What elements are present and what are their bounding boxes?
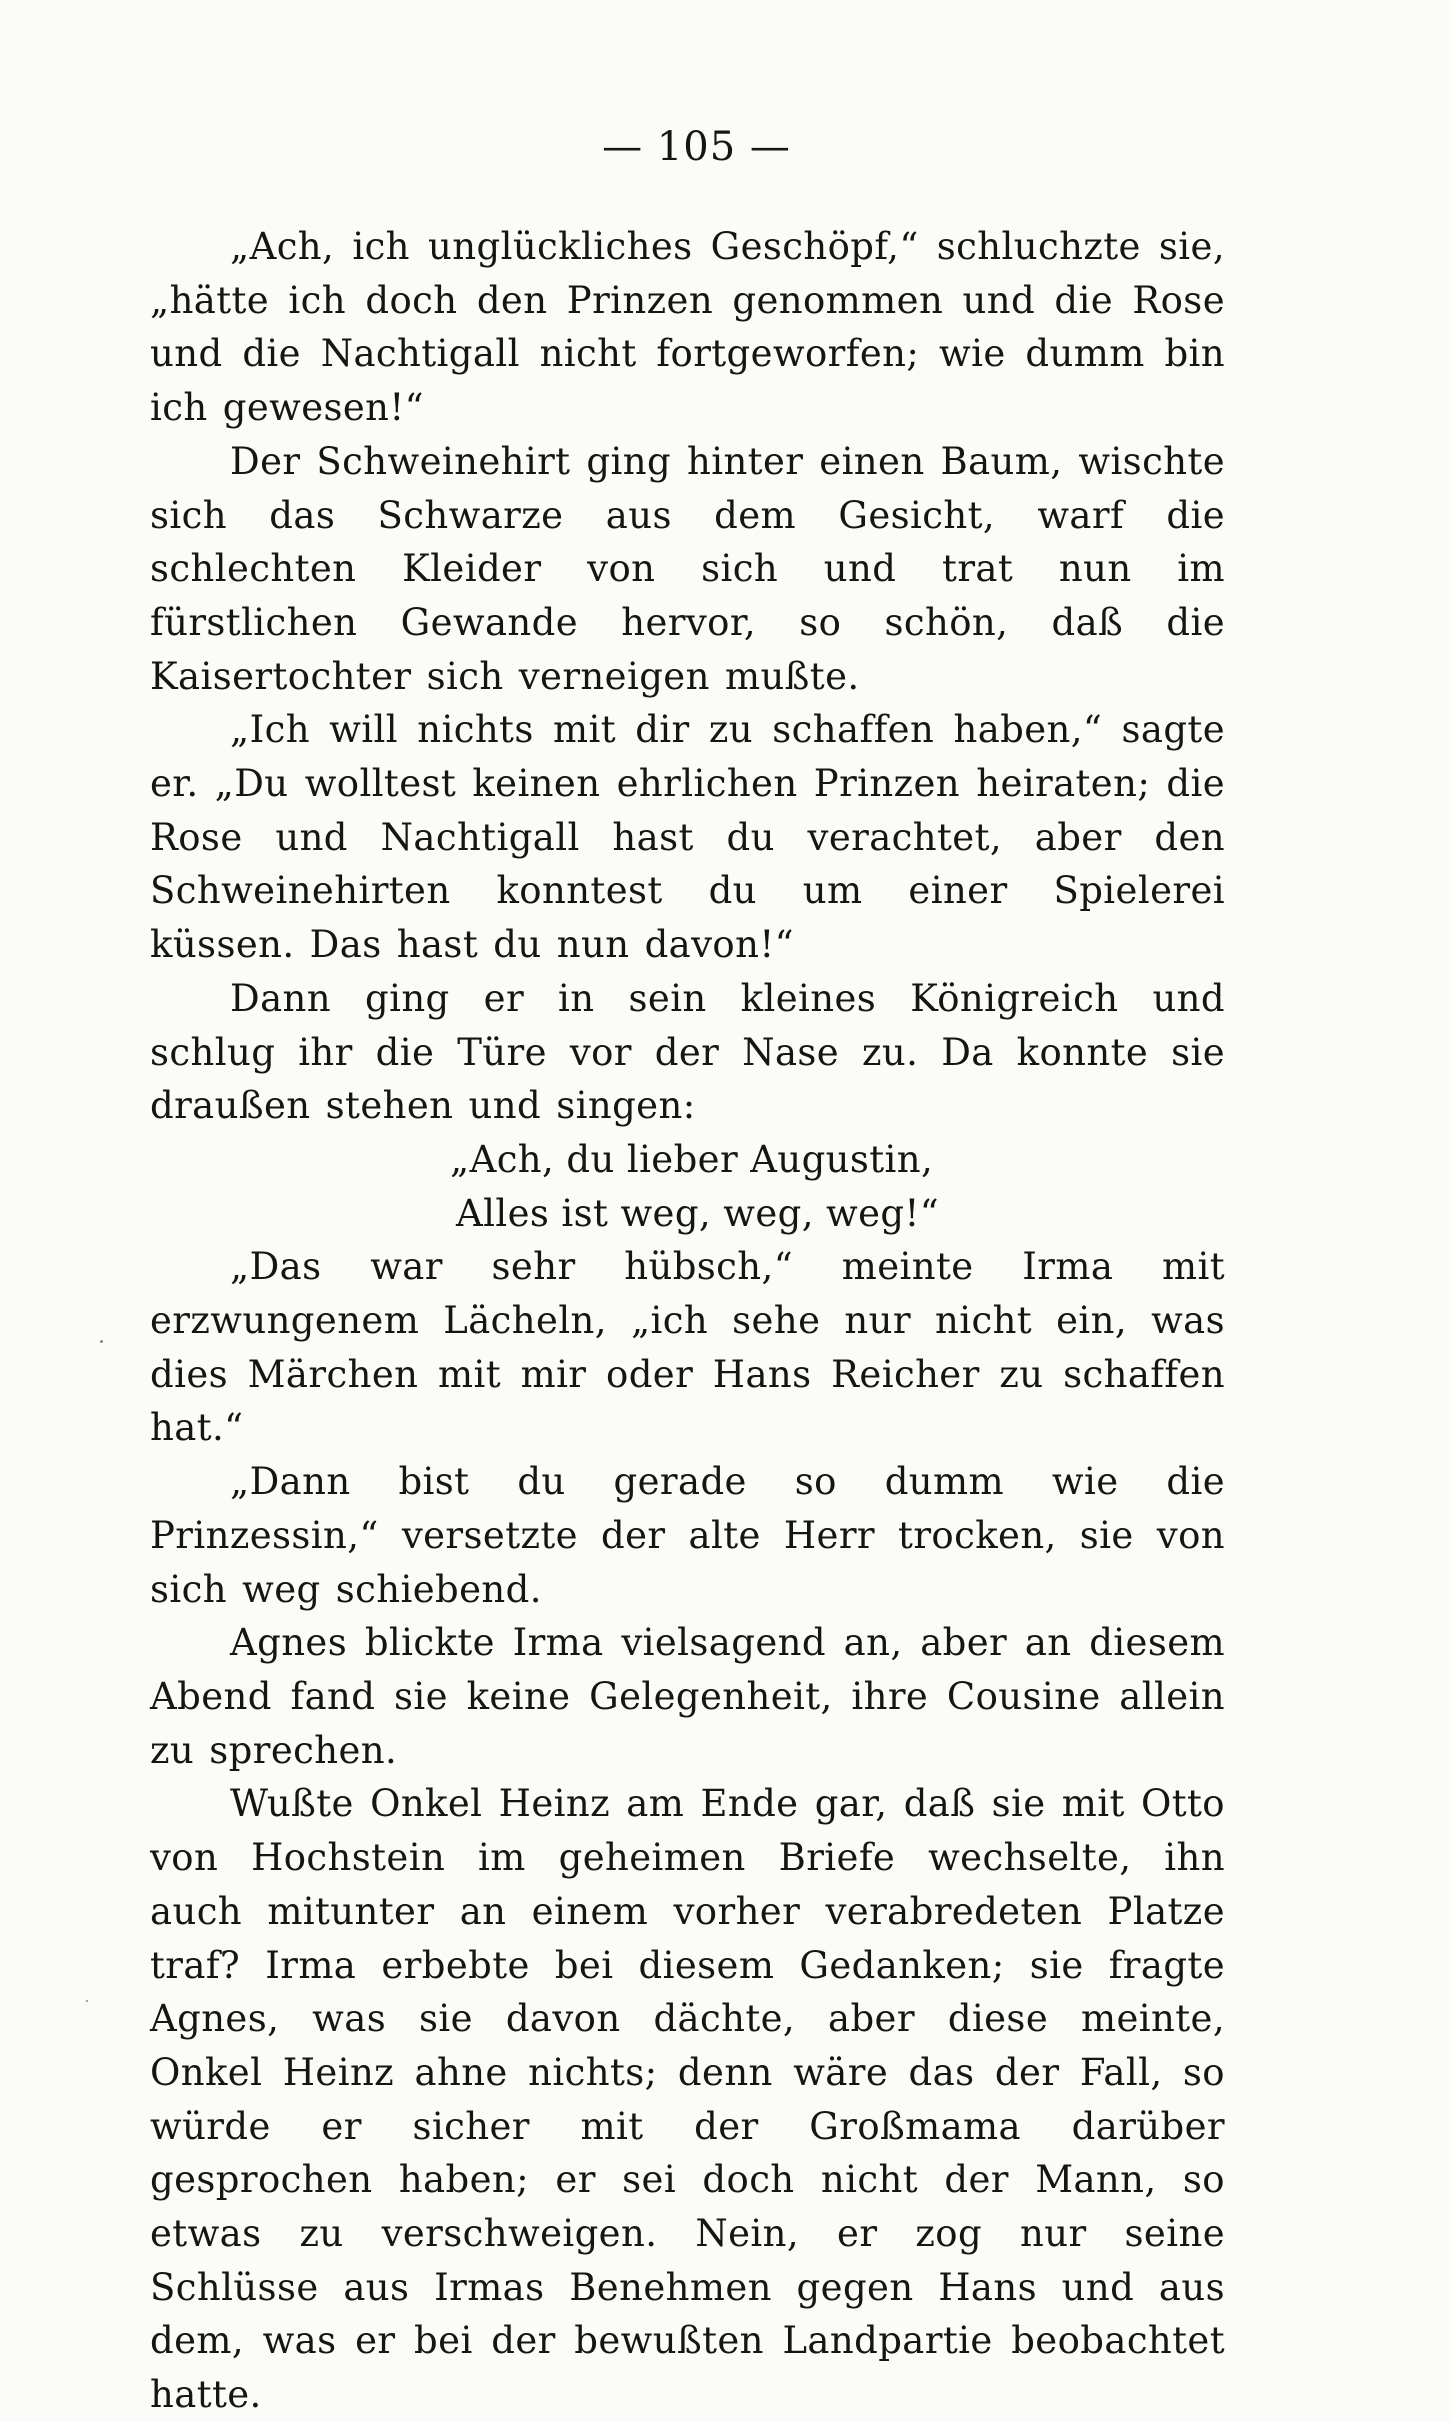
song-verse (150, 1133, 1225, 1240)
paragraph-5: „Das war sehr hübsch,“ meinte Irma mit erzwungenem Lächeln, „ich sehe nur nicht ein, was dies Märchen mit mir oder Hans Reicher zu schaffen hat.“ (150, 1245, 1225, 1450)
verse-line-2: Alles ist weg, weg, weg!“ (456, 1191, 940, 1235)
paragraph-7: Agnes blickte Irma vielsagend an, aber an diesem Abend fand sie keine Gelegenheit, ihre Cousine allein zu sprechen. (150, 1621, 1225, 1772)
paragraph-3: „Ich will nichts mit dir zu schaffen haben,“ sagte er. „Du wolltest keinen ehrlichen Prinzen heiraten; die Rose und Nachtigall hast du verachtet, aber den Schweinehirten konntest du um einer Spielerei küssen. Das hast du nun davon!“ (150, 708, 1225, 967)
paragraph-2: Der Schweinehirt ging hinter einen Baum, wischte sich das Schwarze aus dem Gesicht, warf die schlechten Kleider von sich und trat nun im fürstlichen Gewande hervor, so schön, daß die Kaisertochter sich verneigen mußte. (150, 439, 1225, 698)
paper-speck (86, 2000, 88, 2002)
page-text-body (150, 220, 1225, 2422)
book-page (150, 118, 1225, 2417)
paragraph-6: „Dann bist du gerade so dumm wie die Prinzessin,“ versetzte der alte Herr trocken, sie von sich weg schiebend. (150, 1460, 1225, 1611)
page-number-header: — 105 — (602, 124, 791, 170)
paragraph-1: „Ach, ich unglückliches Geschöpf,“ schluchzte sie, „hätte ich doch den Prinzen genommen und die Rose und die Nachtigall nicht fortgeworfen; wie dumm bin ich gewesen!“ (150, 225, 1225, 430)
paper-speck (100, 1340, 103, 1343)
paragraph-4: Dann ging er in sein kleines Königreich und schlug ihr die Türe vor der Nase zu. Da konnte sie draußen stehen und singen: (150, 976, 1225, 1128)
verse-line-1: „Ach, du lieber Augustin, (450, 1137, 934, 1181)
paragraph-8: Wußte Onkel Heinz am Ende gar, daß sie mit Otto von Hochstein im geheimen Briefe wechselte, ihn auch mitunter an einem vorher verabredeten Platze traf? Irma erbebte bei diesem Gedanken; sie fragte Agnes, was sie davon dächte, aber diese meinte, Onkel Heinz ahne nichts; denn wäre das der Fall, so würde er sicher mit der Großmama darüber gesprochen haben; er sei doch nicht der Mann, so etwas zu verschweigen. Nein, er zog nur seine Schlüsse aus Irmas Benehmen gegen Hans und aus dem, was er bei der bewußten Landpartie beobachtet hatte. (150, 1782, 1225, 2417)
